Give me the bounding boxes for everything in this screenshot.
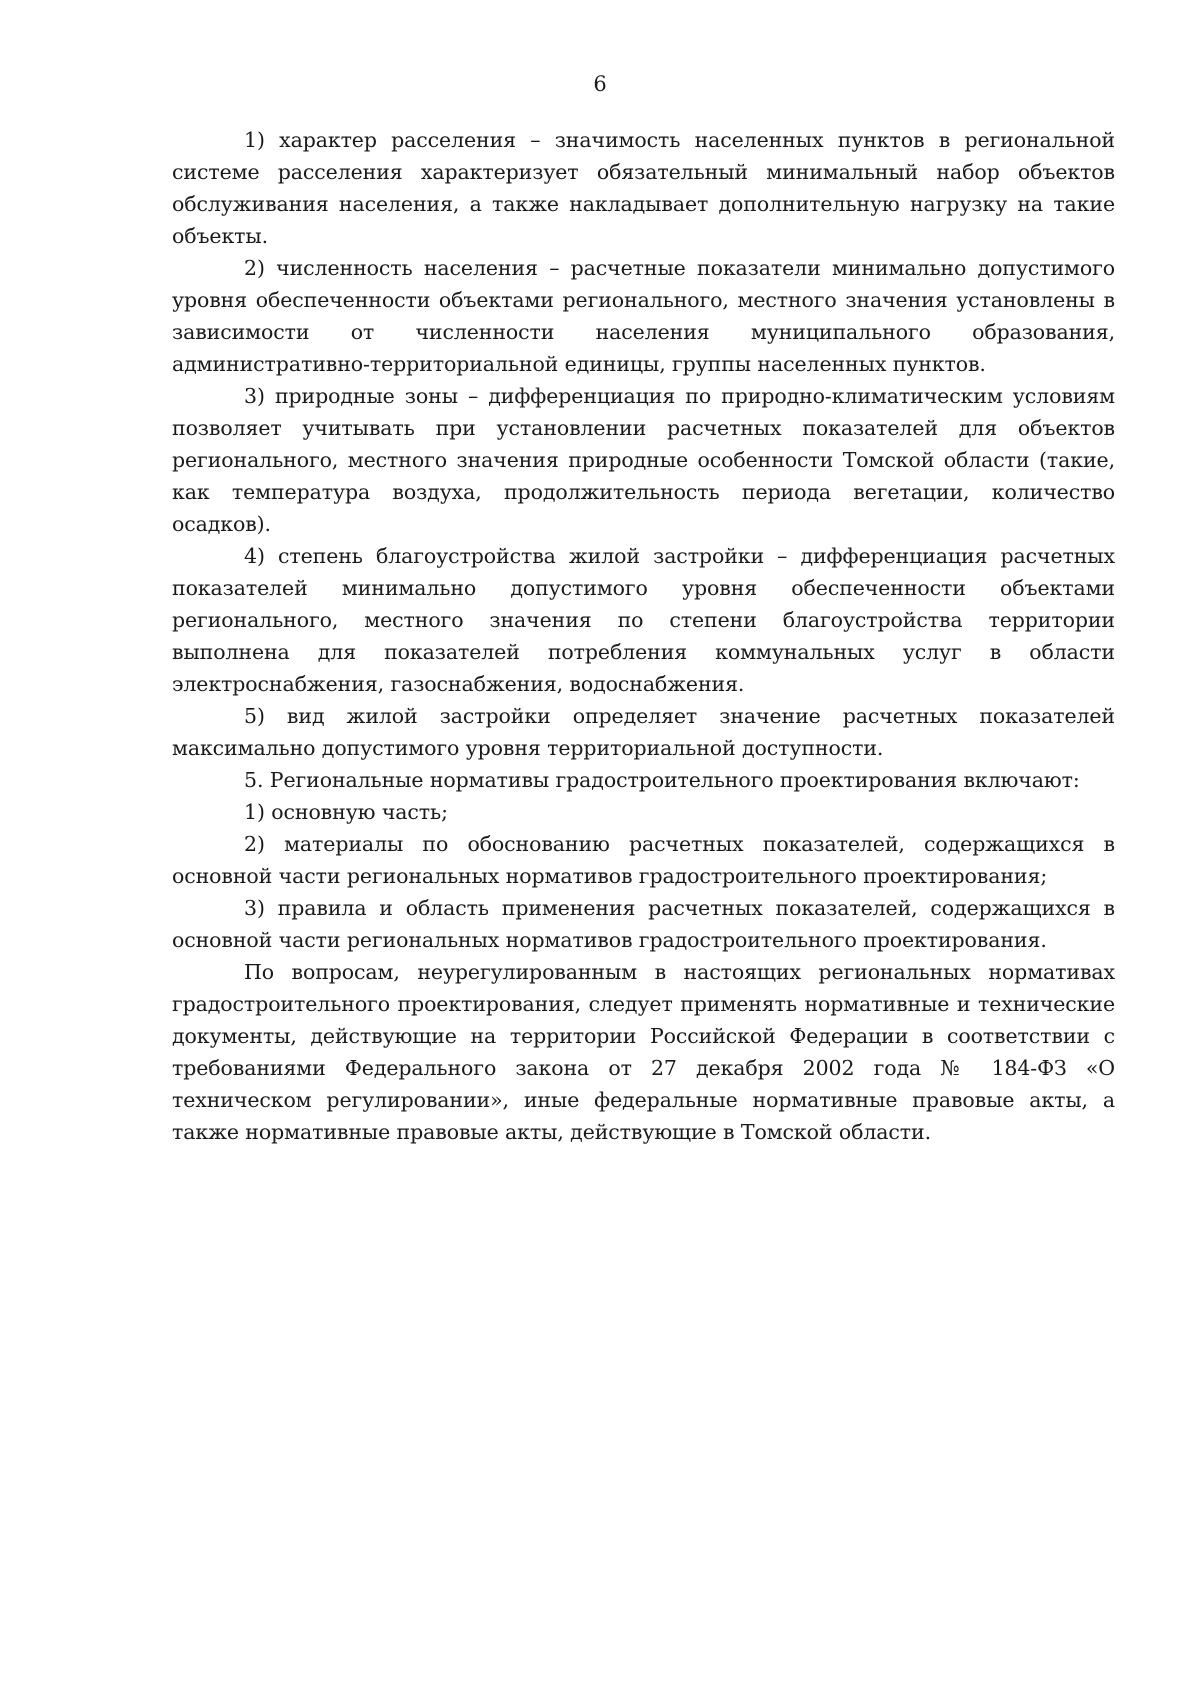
paragraph-natural-zones: 3) природные зоны – дифференциация по природно-климатическим условиям позволяет учитывать при установлении расчетных показателей для объектов регионального, местного значения природные особенности Томской области (такие, как температура воздуха, продолжительность периода вегетации, количество осадков). [172, 384, 1115, 536]
page-number: 6 [593, 72, 607, 96]
paragraph-main-part: 1) основную часть; [244, 800, 448, 824]
paragraph-population-size: 2) численность населения – расчетные показатели минимально допустимого уровня обеспеченности объектами регионального, местного значения установлены в зависимости от численности населения муниципального образования, административно-территориальной единицы, группы населенных пунктов. [172, 256, 1115, 376]
paragraph-section-5-intro: 5. Региональные нормативы градостроительного проектирования включают: [244, 768, 1080, 792]
paragraph-unregulated-issues: По вопросам, неурегулированным в настоящих региональных нормативах градостроительного проектирования, следует применять нормативные и технические документы, действующие на территории Российской Федерации в соответствии с требованиями Федерального закона от 27 декабря 2002 года № 184-ФЗ «О техническом регулировании», иные федеральные нормативные правовые акты, а также нормативные правовые акты, действующие в Томской области. [172, 960, 1115, 1144]
paragraph-justification-materials: 2) материалы по обоснованию расчетных показателей, содержащихся в основной части региональных нормативов градостроительного проектирования; [172, 832, 1115, 888]
document-body [172, 124, 1115, 1148]
paragraph-application-rules: 3) правила и область применения расчетных показателей, содержащихся в основной части региональных нормативов градостроительного проектирования. [172, 896, 1115, 952]
paragraph-settlement-character: 1) характер расселения – значимость населенных пунктов в региональной системе расселения характеризует обязательный минимальный набор объектов обслуживания населения, а также накладывает дополнительную нагрузку на такие объекты. [172, 128, 1115, 248]
paragraph-housing-improvement: 4) степень благоустройства жилой застройки – дифференциация расчетных показателей минимально допустимого уровня обеспеченности объектами регионального, местного значения по степени благоустройства территории выполнена для показателей потребления коммунальных услуг в области электроснабжения, газоснабжения, водоснабжения. [172, 544, 1115, 696]
paragraph-housing-type: 5) вид жилой застройки определяет значение расчетных показателей максимально допустимого уровня территориальной доступности. [172, 704, 1115, 760]
